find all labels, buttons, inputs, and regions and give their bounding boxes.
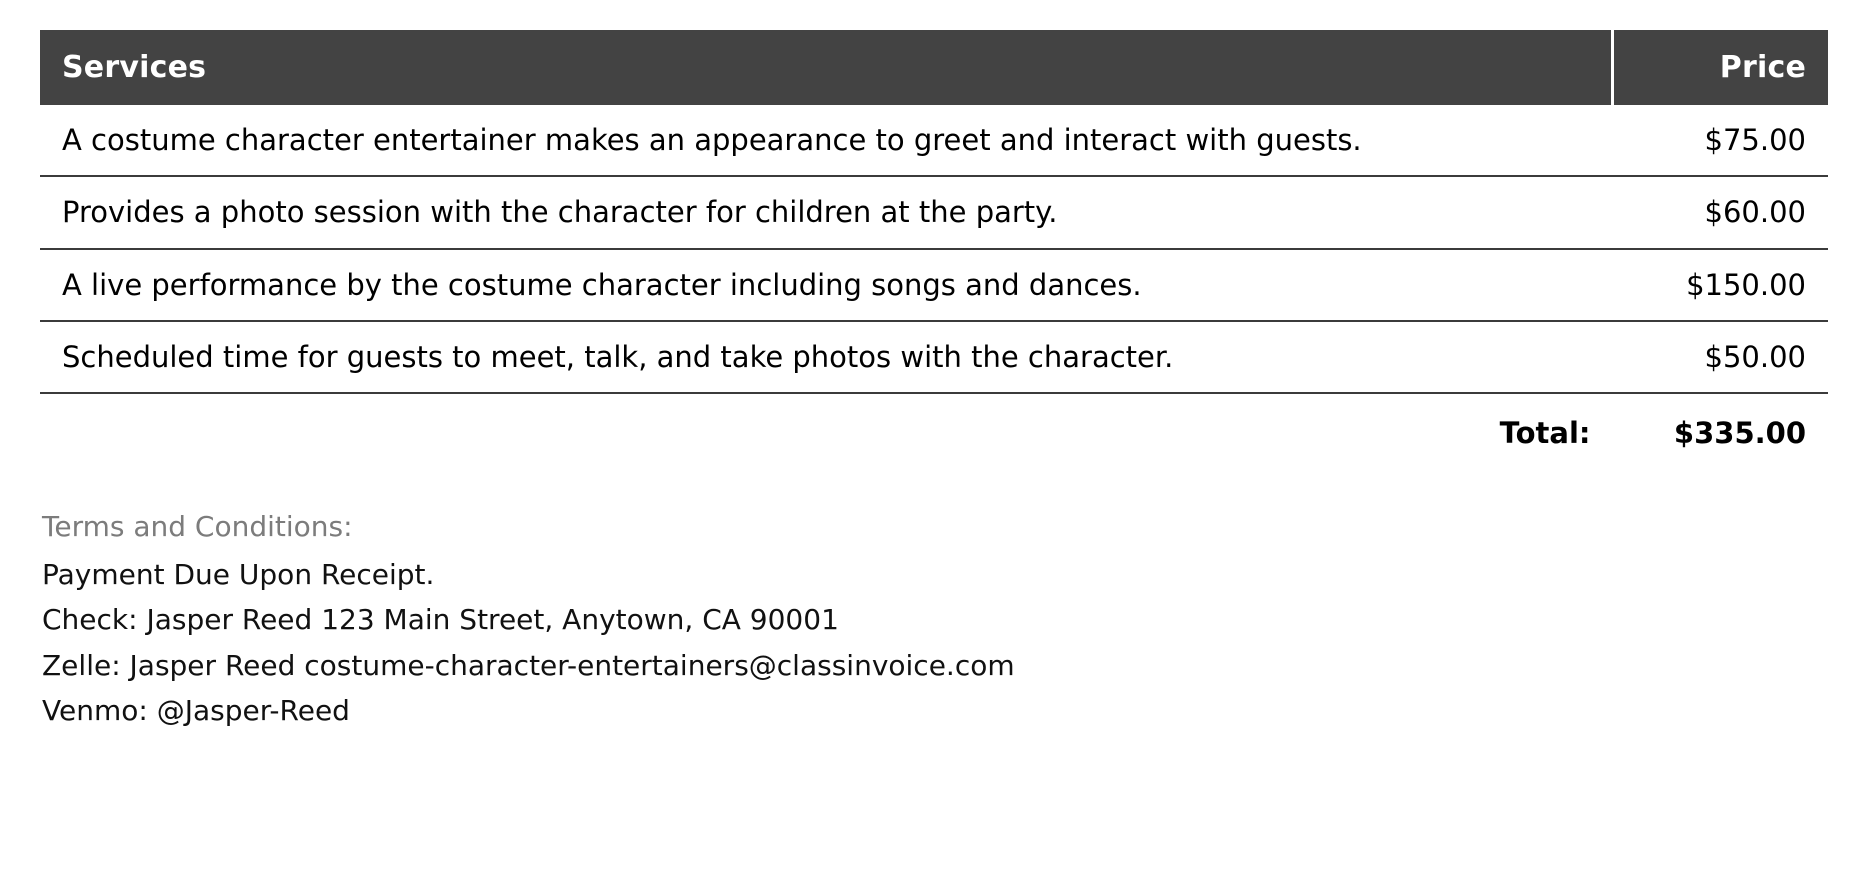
- table-body: [40, 105, 1828, 393]
- total-row: [40, 393, 1828, 460]
- table-row: [40, 105, 1828, 176]
- terms-line-check: Check: Jasper Reed 123 Main Street, Anytown, CA 90001: [42, 603, 839, 637]
- terms-and-conditions-section: [40, 510, 1828, 733]
- service-description: A live performance by the costume character including songs and dances.: [40, 249, 1613, 321]
- service-description: A costume character entertainer makes an appearance to greet and interact with guests.: [40, 105, 1613, 176]
- terms-line-payment: Payment Due Upon Receipt.: [42, 558, 435, 591]
- terms-line-zelle: Zelle: Jasper Reed costume-character-entertainers@classinvoice.com: [42, 648, 1015, 682]
- table-row: [40, 176, 1828, 248]
- service-price: $75.00: [1613, 105, 1829, 176]
- terms-title: Terms and Conditions:: [42, 510, 353, 543]
- total-value: $335.00: [1673, 416, 1806, 450]
- table-row: [40, 321, 1828, 393]
- column-header-services: Services: [40, 30, 1613, 105]
- table-header: [40, 30, 1828, 105]
- table-header-row: [40, 30, 1828, 105]
- service-price: $150.00: [1613, 249, 1829, 321]
- total-label: Total:: [1499, 416, 1591, 450]
- column-header-price: Price: [1613, 30, 1829, 105]
- terms-line-venmo: Venmo: @Jasper-Reed: [42, 694, 350, 728]
- service-description: Provides a photo session with the character for children at the party.: [40, 176, 1613, 248]
- services-price-table: [40, 30, 1828, 460]
- service-price: $50.00: [1613, 321, 1829, 393]
- service-price: $60.00: [1613, 176, 1829, 248]
- table-row: [40, 249, 1828, 321]
- table-footer: [40, 393, 1828, 460]
- service-description: Scheduled time for guests to meet, talk, and take photos with the character.: [40, 321, 1613, 393]
